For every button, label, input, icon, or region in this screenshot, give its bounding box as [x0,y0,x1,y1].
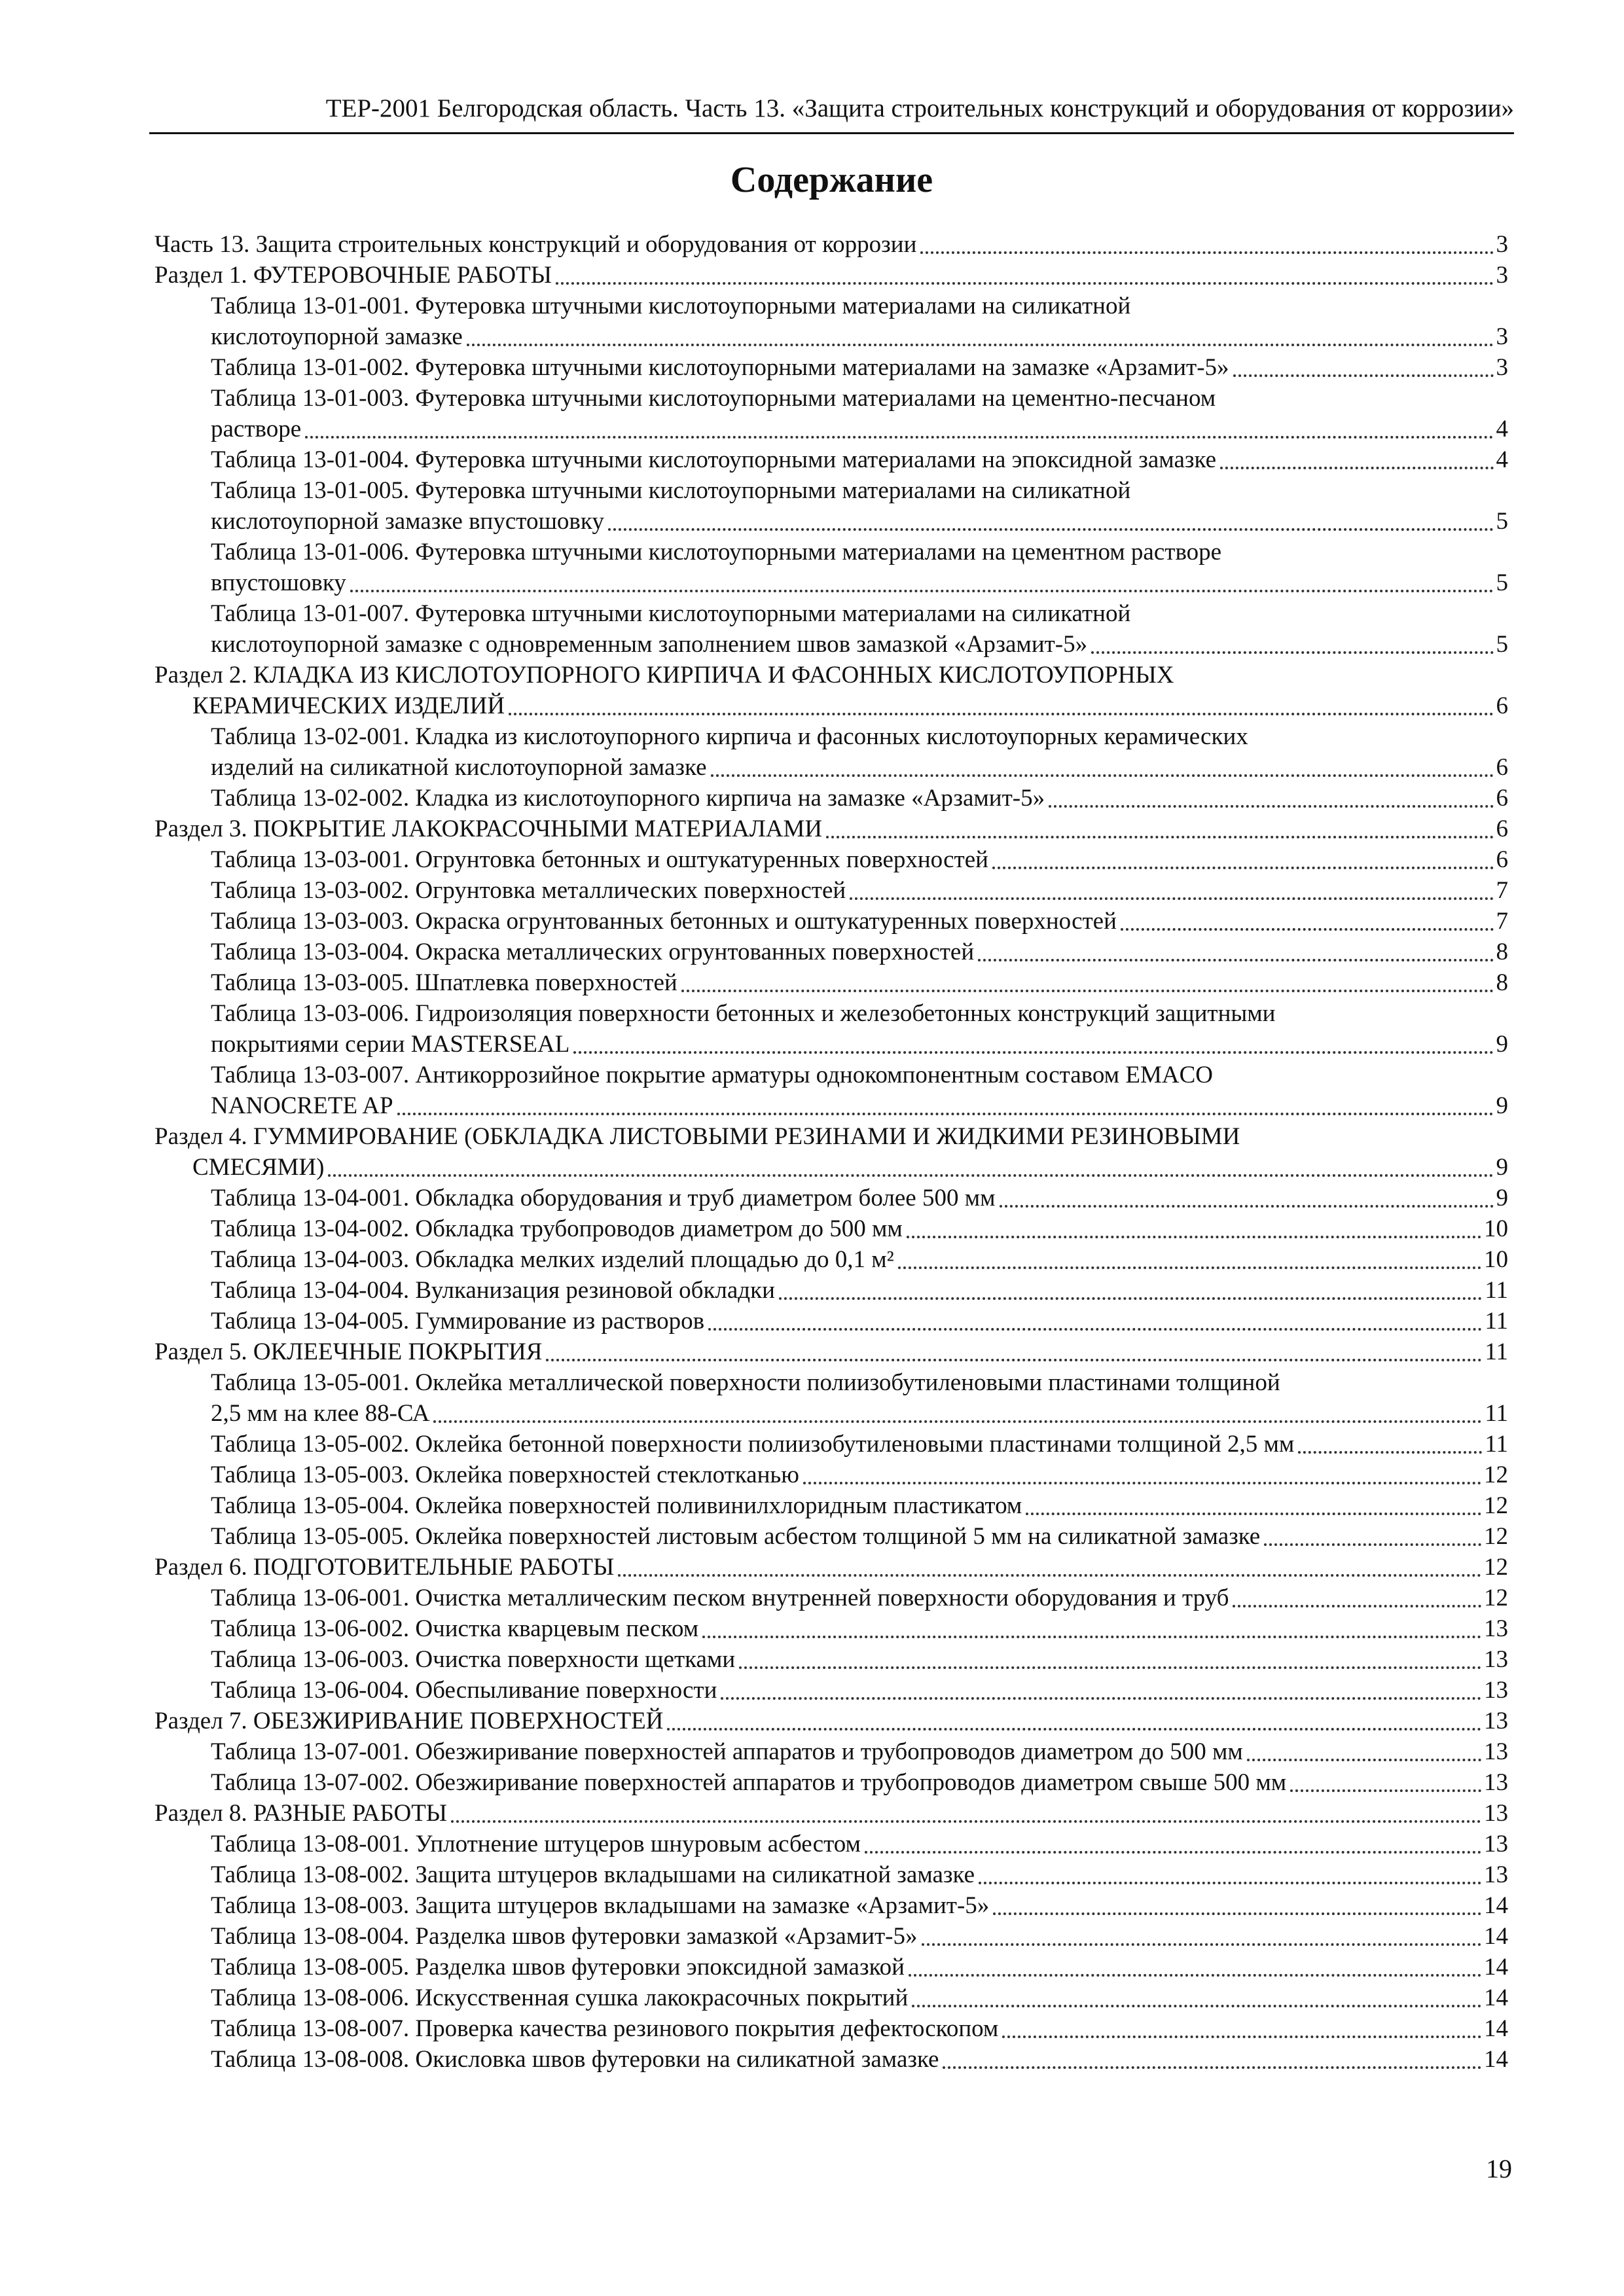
toc-page-number: 12 [1484,1462,1508,1488]
toc-table-entry[interactable] [154,1829,1508,1859]
toc-entry-text: Таблица 13-01-006. Футеровка штучными кислотоупорными материалами на цементном растворе [211,539,1222,565]
toc-entry-text: Таблица 13-08-004. Разделка швов футеровки замазкой «Арзамит-5» [211,1923,918,1950]
dot-leader [1002,2036,1481,2038]
toc-table-entry[interactable] [154,1736,1508,1767]
toc-table-entry[interactable] [154,1490,1508,1521]
toc-table-entry[interactable] [154,1982,1508,2013]
toc-page-number: 3 [1496,323,1508,350]
toc-page-number: 13 [1484,1615,1508,1642]
toc-entry-text: Таблица 13-08-007. Проверка качества резинового покрытия дефектоскопом [211,2015,999,2042]
dot-leader [667,1728,1481,1731]
toc-entry-text: КЕРАМИЧЕСКИХ ИЗДЕЛИЙ [192,692,505,719]
toc-entry-text: Таблица 13-04-001. Обкладка оборудования и труб диаметром более 500 мм [211,1185,996,1211]
toc-table-entry[interactable] [154,998,1508,1029]
toc-section-entry[interactable] [154,691,1508,721]
toc-table-entry[interactable] [154,506,1508,537]
toc-entry-text: Таблица 13-06-002. Очистка кварцевым песком [211,1615,699,1642]
toc-page-number: 4 [1496,416,1508,442]
toc-entry-text: Таблица 13-08-006. Искусственная сушка лакокрасочных покрытий [211,1984,909,2011]
dot-leader [467,344,1494,346]
toc-page-number: 5 [1496,508,1508,535]
dot-leader [1026,1513,1481,1515]
toc-table-entry[interactable] [154,1090,1508,1121]
toc-table-entry[interactable] [154,414,1508,444]
dot-leader [993,1912,1481,1915]
dot-leader [721,1697,1481,1700]
toc-page-number: 11 [1485,1338,1508,1365]
toc-section-entry[interactable] [154,814,1508,844]
toc-entry-text: Таблица 13-04-004. Вулканизация резиновой обкладки [211,1277,775,1304]
dot-leader [711,774,1494,777]
dot-leader [702,1636,1481,1638]
dot-leader [865,1851,1481,1854]
toc-entry-text: Таблица 13-01-003. Футеровка штучными кислотоупорными материалами на цементно-песчаном [211,385,1216,412]
toc-entry-text: Часть 13. Защита строительных конструкций и оборудования от коррозии [154,231,917,258]
toc-entry-text: Таблица 13-05-005. Оклейка поверхностей листовым асбестом толщиной 5 мм на силикатной замазке [211,1523,1261,1550]
toc-table-entry[interactable] [154,1583,1508,1613]
running-header: ТЕР-2001 Белгородская область. Часть 13. «Защита строительных конструкций и оборудования от коррозии» [149,92,1514,134]
dot-leader [328,1174,1493,1177]
toc-section-entry[interactable] [154,1706,1508,1736]
toc-table-entry[interactable] [154,321,1508,352]
dot-leader [305,436,1493,439]
toc-entry-text: NANOCRETE AP [211,1092,393,1119]
toc-table-entry[interactable] [154,1213,1508,1244]
toc-table-entry[interactable] [154,1306,1508,1336]
toc-entry-text: покрытиями серии MASTERSEAL [211,1031,570,1058]
toc-entry-text: Таблица 13-08-002. Защита штуцеров вкладышами на силикатной замазке [211,1861,975,1888]
toc-section-entry[interactable] [154,1152,1508,1183]
toc-page-number: 8 [1496,939,1508,965]
toc-page-number: 12 [1484,1492,1508,1519]
toc-entry-text: впустошовку [211,569,346,596]
toc-entry-text: кислотоупорной замазке [211,323,463,350]
toc-table-entry[interactable] [154,475,1508,506]
toc-table-entry[interactable] [154,1367,1508,1398]
dot-leader [992,867,1494,869]
toc-page-number: 8 [1496,969,1508,996]
toc-page-number: 13 [1484,1769,1508,1796]
toc-entry-text: Таблица 13-04-005. Гуммирование из растворов [211,1308,705,1335]
page-title: Содержание [730,160,933,200]
toc-table-entry[interactable] [154,783,1508,814]
dot-leader [898,1266,1481,1269]
toc-entry-text: Таблица 13-08-001. Уплотнение штуцеров шнуровым асбестом [211,1831,861,1857]
dot-leader [803,1482,1481,1484]
toc-entry-text: Таблица 13-05-002. Оклейка бетонной поверхности полиизобутиленовыми пластинами толщиной 2,5 мм [211,1431,1295,1458]
toc-entry-text: Таблица 13-03-005. Шпатлевка поверхностей [211,969,677,996]
toc-entry-text: Таблица 13-03-002. Огрунтовка металлических поверхностей [211,877,846,904]
toc-page-number: 5 [1496,631,1508,658]
toc-entry-text: Таблица 13-04-003. Обкладка мелких изделий площадью до 0,1 м² [211,1246,894,1273]
toc-page-number: 9 [1496,1031,1508,1058]
toc-table-entry[interactable] [154,2013,1508,2044]
dot-leader [978,959,1493,961]
toc-page-number: 6 [1496,785,1508,812]
dot-leader [608,528,1494,531]
dot-leader [779,1297,1482,1300]
toc-page-number: 9 [1496,1154,1508,1181]
toc-page-number: 14 [1484,1984,1508,2011]
toc-table-entry[interactable] [154,537,1508,567]
toc-page-number: 13 [1484,1800,1508,1827]
toc-entry-text: Раздел 8. РАЗНЫЕ РАБОТЫ [154,1800,448,1827]
toc-section-entry[interactable] [154,1552,1508,1583]
dot-leader [909,1974,1481,1977]
toc-page-number: 14 [1484,1923,1508,1950]
dot-leader [1290,1789,1481,1792]
toc-entry-text: Таблица 13-06-004. Обеспыливание поверхности [211,1677,717,1704]
toc-entry-text: Таблица 13-04-002. Обкладка трубопроводов диаметром до 500 мм [211,1215,903,1242]
toc-entry-text: Таблица 13-01-004. Футеровка штучными кислотоупорными материалами на эпоксидной замазке [211,446,1216,473]
toc-page-number: 4 [1496,446,1508,473]
dot-leader [1233,374,1494,377]
toc-page-number: 12 [1484,1523,1508,1550]
toc-table-entry[interactable] [154,291,1508,321]
toc-page-number: 14 [1484,2046,1508,2073]
toc-table-entry[interactable] [154,1675,1508,1706]
dot-leader [912,2005,1481,2007]
page-number: 19 [1486,2154,1512,2183]
toc-entry-text: Таблица 13-03-006. Гидроизоляция поверхности бетонных и железобетонных конструкций защитными [211,1000,1276,1027]
dot-leader [907,1236,1481,1238]
toc-table-entry[interactable] [154,721,1508,752]
toc-page-number: 7 [1496,877,1508,904]
toc-page-number: 13 [1484,1708,1508,1734]
toc-page-number: 6 [1496,846,1508,873]
toc-page-number: 13 [1484,1677,1508,1704]
toc-page-number: 14 [1484,1954,1508,1981]
toc-table-entry[interactable] [154,1398,1508,1429]
toc-entry-text: Таблица 13-05-003. Оклейка поверхностей стеклотканью [211,1462,799,1488]
toc-entry-text: Таблица 13-08-005. Разделка швов футеровки эпоксидной замазкой [211,1954,905,1981]
toc-entry-text: Таблица 13-01-002. Футеровка штучными кислотоупорными материалами на замазке «Арзамит-5» [211,354,1229,381]
toc-table-entry[interactable] [154,598,1508,629]
toc-table-entry[interactable] [154,1029,1508,1060]
dot-leader [397,1113,1494,1115]
toc-page-number: 10 [1484,1246,1508,1273]
toc-entry-text: Раздел 7. ОБЕЗЖИРИВАНИЕ ПОВЕРХНОСТЕЙ [154,1708,664,1734]
dot-leader [708,1328,1482,1331]
toc-table-entry[interactable] [154,383,1508,414]
toc-table-entry[interactable] [154,1644,1508,1675]
toc-section-entry[interactable] [154,660,1508,691]
toc-entry-text: Таблица 13-08-003. Защита штуцеров вкладышами на замазке «Арзамит-5» [211,1892,990,1919]
toc-entry-text: Раздел 1. ФУТЕРОВОЧНЫЕ РАБОТЫ [154,262,552,289]
toc-page-number: 9 [1496,1092,1508,1119]
dot-leader [920,251,1493,254]
toc-entry-text: Таблица 13-08-008. Окисловка швов футеровки на силикатной замазке [211,2046,939,2073]
toc-entry-text: 2,5 мм на клее 88-СА [211,1400,430,1427]
toc-page-number: 13 [1484,1738,1508,1765]
toc-table-entry[interactable] [154,844,1508,875]
toc-table-entry[interactable] [154,906,1508,937]
toc-entry-text: изделий на силикатной кислотоупорной замазке [211,754,707,781]
dot-leader [509,713,1493,715]
toc-table-entry[interactable] [154,1183,1508,1213]
toc-entry-text: Раздел 2. КЛАДКА ИЗ КИСЛОТОУПОРНОГО КИРПИЧА И ФАСОННЫХ КИСЛОТОУПОРНЫХ [154,662,1174,689]
toc-page-number: 12 [1484,1554,1508,1581]
dot-leader [943,2066,1481,2069]
toc-page-number: 5 [1496,569,1508,596]
toc-table-entry[interactable] [154,1244,1508,1275]
dot-leader [681,990,1494,992]
toc-page-number: 11 [1485,1277,1508,1304]
toc-entry-text: растворе [211,416,302,442]
dot-leader [739,1666,1481,1669]
dot-leader [1220,467,1494,469]
toc-entry-text: Таблица 13-07-002. Обезжиривание поверхностей аппаратов и трубопроводов диаметром свыше 500 мм [211,1769,1287,1796]
dot-leader [850,897,1493,900]
dot-leader [1264,1543,1481,1546]
toc-table-entry[interactable] [154,752,1508,783]
toc-entry-text: Таблица 13-02-001. Кладка из кислотоупорного кирпича и фасонных кислотоупорных керамических [211,723,1248,750]
toc-entry-text: Таблица 13-03-003. Окраска огрунтованных бетонных и оштукатуренных поверхностей [211,908,1117,935]
toc-page-number: 14 [1484,1892,1508,1919]
toc-entry-text: Раздел 3. ПОКРЫТИЕ ЛАКОКРАСОЧНЫМИ МАТЕРИАЛАМИ [154,816,823,842]
toc-table-entry[interactable] [154,444,1508,475]
toc-page-number: 12 [1484,1585,1508,1611]
toc-table-entry[interactable] [154,1460,1508,1490]
toc-section-entry[interactable] [154,1121,1508,1152]
toc-entry-text: Таблица 13-01-005. Футеровка штучными кислотоупорными материалами на силикатной [211,477,1131,504]
dot-leader [1247,1759,1481,1761]
toc-entry-text: СМЕСЯМИ) [192,1154,325,1181]
toc-page-number: 6 [1496,754,1508,781]
toc-page-number: 3 [1496,231,1508,258]
dot-leader [1233,1605,1481,1607]
toc-entry-text: Таблица 13-01-007. Футеровка штучными кислотоупорными материалами на силикатной [211,600,1131,627]
toc-section-entry[interactable] [154,1798,1508,1829]
toc-page-number: 13 [1484,1646,1508,1673]
toc-entry-text: Таблица 13-03-004. Окраска металлических огрунтованных поверхностей [211,939,975,965]
toc-table-entry[interactable] [154,1859,1508,1890]
toc-page-number: 11 [1485,1400,1508,1427]
toc-table-entry[interactable] [154,1521,1508,1552]
toc-page-number: 11 [1485,1308,1508,1335]
dot-leader [979,1882,1481,1884]
toc-entry-text: Раздел 6. ПОДГОТОВИТЕЛЬНЫЕ РАБОТЫ [154,1554,615,1581]
toc-page-number: 6 [1496,692,1508,719]
toc-entry-text: кислотоупорной замазке впустошовку [211,508,604,535]
toc-table-entry[interactable] [154,937,1508,967]
dot-leader [618,1574,1481,1577]
toc-table-entry[interactable] [154,352,1508,383]
dot-leader [1121,928,1494,931]
toc-entry-text: кислотоупорной замазке с одновременным заполнением швов замазкой «Арзамит-5» [211,631,1088,658]
toc-entry-text: Таблица 13-06-003. Очистка поверхности щетками [211,1646,736,1673]
toc-entry-text: Таблица 13-03-007. Антикоррозийное покрытие арматуры однокомпонентным составом EMACO [211,1062,1213,1088]
toc-entry-text: Таблица 13-05-001. Оклейка металлической поверхности полиизобутиленовыми пластинами толщиной [211,1369,1280,1396]
toc-page-number: 14 [1484,2015,1508,2042]
toc-entry-text: Раздел 4. ГУММИРОВАНИЕ (ОБКЛАДКА ЛИСТОВЫМИ РЕЗИНАМИ И ЖИДКИМИ РЕЗИНОВЫМИ [154,1123,1240,1150]
toc-page-number: 10 [1484,1215,1508,1242]
toc-table-entry[interactable] [154,2044,1508,2075]
toc-table-entry[interactable] [154,629,1508,660]
toc-table-entry[interactable] [154,1890,1508,1921]
toc-table-entry[interactable] [154,875,1508,906]
toc-table-entry[interactable] [154,1921,1508,1952]
toc-table-entry[interactable] [154,1060,1508,1090]
dot-leader [1000,1205,1494,1208]
toc-page-number: 13 [1484,1831,1508,1857]
dot-leader [1298,1451,1482,1454]
toc-table-entry[interactable] [154,1275,1508,1306]
dot-leader [546,1359,1482,1361]
table-of-contents [154,229,1508,2075]
toc-entry-text: Таблица 13-07-001. Обезжиривание поверхностей аппаратов и трубопроводов диаметром до 500 мм [211,1738,1243,1765]
dot-leader [826,836,1493,838]
dot-leader [433,1420,1482,1423]
toc-page-number: 6 [1496,816,1508,842]
dot-leader [556,282,1494,285]
dot-leader [1091,651,1493,654]
toc-table-entry[interactable] [154,967,1508,998]
dot-leader [1049,805,1493,808]
toc-page-number: 7 [1496,908,1508,935]
toc-entry-text: Таблица 13-03-001. Огрунтовка бетонных и оштукатуренных поверхностей [211,846,988,873]
dot-leader [451,1820,1481,1823]
toc-table-entry[interactable] [154,1767,1508,1798]
dot-leader [573,1051,1493,1054]
toc-page-number: 3 [1496,262,1508,289]
toc-entry-text: Таблица 13-06-001. Очистка металлическим песком внутренней поверхности оборудования и труб [211,1585,1229,1611]
toc-table-entry[interactable] [154,1613,1508,1644]
toc-entry-text: Таблица 13-05-004. Оклейка поверхностей поливинилхлоридным пластикатом [211,1492,1022,1519]
toc-section-entry[interactable] [154,260,1508,291]
toc-table-entry[interactable] [154,1429,1508,1460]
toc-page-number: 9 [1496,1185,1508,1211]
toc-entry-text: Таблица 13-01-001. Футеровка штучными кислотоупорными материалами на силикатной [211,293,1131,319]
toc-entry-text: Таблица 13-02-002. Кладка из кислотоупорного кирпича на замазке «Арзамит-5» [211,785,1045,812]
dot-leader [922,1943,1481,1946]
toc-section-entry[interactable] [154,1336,1508,1367]
dot-leader [350,590,1494,592]
toc-page-number: 13 [1484,1861,1508,1888]
toc-section-entry[interactable] [154,229,1508,260]
toc-page-number: 3 [1496,354,1508,381]
toc-table-entry[interactable] [154,567,1508,598]
toc-table-entry[interactable] [154,1952,1508,1982]
toc-page-number: 11 [1485,1431,1508,1458]
toc-entry-text: Раздел 5. ОКЛЕЕЧНЫЕ ПОКРЫТИЯ [154,1338,543,1365]
